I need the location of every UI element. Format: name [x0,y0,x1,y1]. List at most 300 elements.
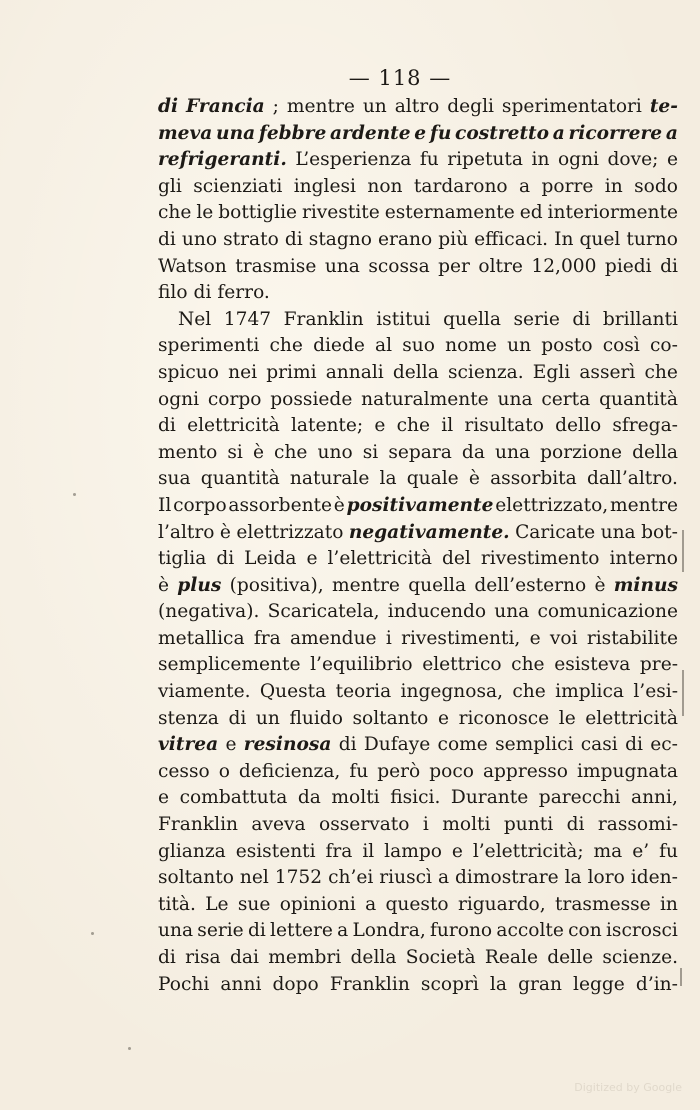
text-line [158,493,678,520]
text-word: esistenti [235,840,316,862]
text-line [158,174,678,201]
text-word: voi [549,627,578,649]
text-line [158,865,678,892]
paper-speck [91,932,94,935]
right-edge-mark [682,670,684,716]
text-word: semplicemente [158,654,301,676]
text-word: rassomi- [597,814,678,836]
text-word: una [495,441,531,463]
text-word: l’altro [158,521,215,543]
text-word: il [441,415,454,437]
text-word: rivestimenti, [401,627,521,649]
text-word: minus [613,574,678,596]
text-word: porzione [540,441,623,463]
text-word: inglesi [293,175,356,197]
text-word: naturalmente [361,388,489,410]
text-word: che [269,335,303,357]
text-word: ricorrere [568,122,663,144]
text-line [158,573,678,600]
text-word: strato [223,228,279,250]
text-word: degli [447,96,494,117]
text-word: scoprì [420,973,479,995]
body-text [158,94,678,998]
text-word: (positiva), [229,574,324,596]
text-word: che [396,415,431,437]
text-word: Dufaye [363,734,431,756]
text-word: si [227,441,243,463]
text-word: l’esi- [633,681,678,703]
text-word: Il [158,494,172,516]
text-word: corpo [173,494,227,516]
text-word: da [297,787,321,809]
text-word: poco [429,760,474,782]
page-number: — 118 — [348,66,452,90]
text-word: costretto [455,122,550,144]
text-line [158,254,678,281]
text-word: ch’ei [328,867,374,889]
text-word: risultato [464,415,544,437]
text-line [158,918,678,945]
text-word: Pochi [158,973,210,995]
text-word: è [594,574,606,596]
text-word: loro [587,867,625,889]
text-line [158,360,678,387]
text-line [158,812,678,839]
text-word: Franklin [283,308,364,330]
text-word: negativamente. [348,521,510,543]
text-word: in [659,893,678,915]
text-line [158,466,678,493]
text-word: un [255,707,280,729]
text-word: casi [580,734,618,756]
text-word: una [497,388,533,410]
text-word: cesso [158,760,210,782]
text-word: d’in- [635,973,678,995]
text-word: appresso [482,760,568,782]
text-word: oltre [478,255,523,277]
text-word: annali [325,361,384,383]
text-word: così [602,335,640,357]
text-word: o [218,760,230,782]
text-word: soltanto [158,867,234,889]
text-line [158,732,678,759]
text-word: meva [158,122,213,144]
text-word: ; [272,96,279,117]
text-word: accolte [496,920,564,942]
right-edge-mark [680,968,682,986]
text-word: sue [237,893,271,915]
text-word: ogni [557,149,599,171]
text-word: in [604,175,623,197]
text-word: filo [158,282,188,304]
text-word: rivestimento [480,548,600,570]
text-word: molti [442,814,491,836]
text-word: erano [378,228,433,250]
text-word: combattuta [179,787,288,809]
text-word: (negativa). [158,601,260,623]
text-word: la [564,867,582,889]
text-word: turno [626,228,678,250]
text-word: e [225,734,237,756]
text-word: di [284,228,303,250]
text-word: le [558,707,576,729]
text-word: a [665,122,678,144]
text-word: 12,000 [531,255,597,277]
text-word: efficaci. [474,228,549,250]
text-word: legge [573,973,625,995]
text-word: mentre [610,494,678,516]
text-word: mento [158,441,218,463]
text-word: assorbita [490,468,577,490]
text-word: nome [445,335,497,357]
text-word: quella [408,574,467,596]
text-word: che [644,361,678,383]
text-word: più [438,228,469,250]
text-word: della [632,441,678,463]
text-word: elettrizzato [236,521,344,543]
text-word: fu [349,760,369,782]
text-word: semplici [495,734,574,756]
text-line [158,121,678,148]
text-word: l’elettricità [327,548,432,570]
text-word: ingegnosa, [400,681,503,703]
text-word: plus [177,574,222,596]
text-line [158,785,678,812]
text-word: esternamente [384,202,515,224]
text-word: che [512,681,546,703]
text-word: anni [220,973,262,995]
text-word: deficienza, [238,760,341,782]
text-word: è [252,441,264,463]
text-word: osservato [319,814,410,836]
text-word: a [552,122,565,144]
text-word: di [158,415,176,437]
text-word: inducendo [387,601,487,623]
text-word: elettricità [187,415,280,437]
text-word: di [158,947,176,968]
text-word: co- [649,335,678,357]
text-word: scienziati [193,175,283,197]
text-word: fu [419,149,439,171]
text-line [158,599,678,626]
text-word: scienza. [447,361,524,383]
text-line [158,280,678,307]
text-word: si [362,441,379,463]
text-word: assorbente [228,494,333,516]
text-word: a [437,867,450,889]
text-word: gli [158,175,182,197]
text-word: scossa [368,255,430,277]
text-word: latente; [290,415,364,437]
text-word: però [377,760,421,782]
text-word: porre [541,175,594,197]
text-word: trasmise [235,255,317,277]
text-word: ripetuta [447,149,523,171]
text-word: le [196,202,214,224]
text-word: una [158,920,194,942]
text-line [158,759,678,786]
text-word: elettricità [585,707,678,729]
text-word: dimostrare [455,867,559,889]
text-word: Francia [186,96,265,117]
text-word: vitrea [158,734,219,756]
text-word: risa [185,947,221,968]
text-word: Londra, [352,920,426,942]
text-word: mentre [286,96,355,117]
text-word: di [247,920,266,942]
text-line [158,626,678,653]
text-word: di [228,707,247,729]
paper-speck [73,493,76,496]
text-word: Watson [158,255,227,277]
text-word: sperimenti [158,335,260,357]
text-word: ristabilite [586,627,678,649]
text-word: l’equilibrio [310,654,413,676]
text-word: di [338,734,357,756]
text-word: di [625,734,643,756]
text-line [158,440,678,467]
text-word: l’elettricità; [472,840,584,862]
text-word: di [158,228,176,250]
text-word: a [337,920,349,942]
text-word: ed [519,202,543,224]
text-word: riconosce [458,707,550,729]
text-word: quale [406,468,459,490]
text-word: naturale [289,468,370,490]
text-word: di [193,282,212,304]
text-word: punti [503,814,554,836]
scan-watermark: Digitized by Google [574,1081,682,1094]
text-word: Società [405,947,476,968]
text-word: e’ [632,840,650,862]
text-word: fu [429,122,452,144]
text-word: serie [197,920,244,942]
text-word: del [442,548,471,570]
text-word: furono [430,920,493,942]
text-word: e [414,122,427,144]
text-word: positivamente [346,494,494,516]
text-word: uno [181,228,218,250]
text-word: riguardo, [457,893,546,915]
text-word: dall’altro. [586,468,678,490]
text-word: metallica [158,627,245,649]
text-word: suo [402,335,435,357]
text-word: della [392,361,439,383]
text-line [158,147,678,174]
text-word: Reale [484,947,538,968]
text-word: pre- [639,654,678,676]
text-word: glianza [158,840,226,862]
text-word: In [554,228,574,250]
text-word: asserì [579,361,636,383]
text-word: a [519,175,531,197]
text-line [158,413,678,440]
text-word: certa [541,388,591,410]
text-word: soltanto [352,707,429,729]
text-word: con [568,920,602,942]
text-line [158,652,678,679]
text-word: viamente. [158,681,251,703]
text-line [158,706,678,733]
text-word: è [158,574,170,596]
text-line [158,200,678,227]
text-word: scienze. [602,947,678,968]
text-word: molti [331,787,380,809]
text-word: non [367,175,403,197]
text-word: da [461,441,485,463]
text-word: lettere [270,920,333,942]
text-word: possiede [270,388,353,410]
text-word: un [362,96,387,117]
text-word: questo [385,893,449,915]
text-word: quantità [200,468,280,490]
text-word: istitui [376,308,431,330]
text-word: Egli [532,361,571,383]
text-word: quel [579,228,621,250]
text-word: una [494,601,530,623]
text-word: piedi [604,255,652,277]
text-word: fra [325,840,353,862]
text-line [158,520,678,547]
text-word: Caricate [515,521,596,543]
text-word: ec- [650,734,678,756]
text-word: i [385,627,392,649]
text-word: sperimentatori [501,96,642,117]
text-line [158,94,678,121]
text-word: tardarono [413,175,508,197]
text-word: aveva [251,814,306,836]
text-word: e [666,149,678,171]
text-line [158,307,678,334]
text-word: e [451,840,463,862]
text-word: rivestite [301,202,380,224]
text-word: trasmesse [554,893,651,915]
text-word: L’esperienza [295,149,412,171]
text-word: interiormente [547,202,678,224]
text-line [158,387,678,414]
text-word: in [531,149,550,171]
text-word: Franklin [329,973,410,995]
text-word: corpo [207,388,262,410]
text-line [158,945,678,972]
text-line [158,972,678,999]
text-word: separa [388,441,452,463]
text-word: esisteva [554,654,631,676]
text-word: un [507,335,532,357]
text-word: e [529,627,541,649]
text-word: anni, [631,787,678,809]
text-word: e [306,548,318,570]
text-word: dai [229,947,259,968]
text-word: e [437,707,449,729]
text-word: posto [541,335,593,357]
text-word: fu [659,840,678,862]
text-word: opinioni [279,893,356,915]
text-word: Scaricatela, [267,601,380,623]
text-line [158,892,678,919]
text-word: lampo [384,840,442,862]
text-word: i [422,814,429,836]
text-word: della [350,947,397,968]
text-word: bot- [641,521,678,543]
text-word: fisici. [390,787,441,809]
text-word: quella [443,308,501,330]
text-word: stenza [158,707,219,729]
text-word: la [379,468,397,490]
text-word: iden- [630,867,678,889]
text-word: refrigeranti. [158,149,287,171]
text-word: membri [268,947,342,968]
text-word: sua [158,468,191,490]
text-word: che [158,202,192,224]
text-word: ardente [329,122,411,144]
text-word: elettrizzato, [495,494,609,516]
text-word: di [566,814,585,836]
text-word: uno [317,441,353,463]
text-word: Leida [244,548,297,570]
text-word: dove; [607,149,659,171]
text-word: diede [313,335,365,357]
text-word: fra [253,627,281,649]
text-word: Franklin [158,814,238,836]
text-word: come [437,734,488,756]
text-word: e [158,787,170,809]
text-word: iscrosci [605,920,678,942]
text-word: fluido [289,707,343,729]
text-word: brillanti [602,308,678,330]
text-word: amendue [289,627,377,649]
text-word: 1752 [274,867,323,889]
text-word: di [572,308,591,330]
text-word: nei [228,361,258,383]
text-word: è [219,521,231,543]
text-line [158,227,678,254]
text-word: delle [547,947,594,968]
text-word: sodo [634,175,678,197]
text-word: 1747 [223,308,272,330]
text-word: una [216,122,256,144]
text-word: te- [649,96,678,117]
text-word: dello [555,415,602,437]
right-edge-mark [682,530,684,572]
text-word: una [324,255,360,277]
text-word: il [362,840,375,862]
text-word: dopo [272,973,319,995]
text-word: sfrega- [612,415,678,437]
text-word: tiglia [158,548,207,570]
text-word: implica [555,681,624,703]
text-word: comunicazione [537,601,678,623]
text-word: ferro. [217,282,270,304]
text-line [158,839,678,866]
text-line [158,679,678,706]
text-word: stagno [308,228,372,250]
text-line [158,333,678,360]
text-word: bottiglie [218,202,298,224]
text-word: per [438,255,470,277]
text-word: mentre [331,574,400,596]
text-word: la [489,973,507,995]
text-word: interno [609,548,678,570]
text-word: di [660,255,678,277]
text-word: di [158,96,179,117]
text-word: serie [513,308,560,330]
text-word: parecchi [538,787,621,809]
text-word: Nel [178,308,212,330]
text-word: nel [239,867,269,889]
text-word: è [468,468,480,490]
text-word: a [365,893,377,915]
